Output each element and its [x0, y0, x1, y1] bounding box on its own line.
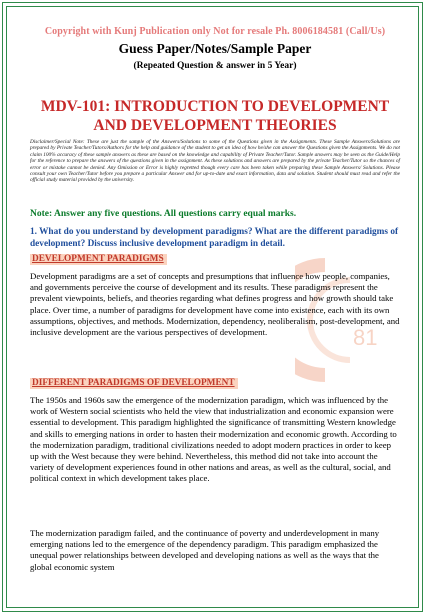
- section-heading-development-paradigms: DEVELOPMENT PARADIGMS: [30, 254, 167, 265]
- svg-text:81: 81: [353, 325, 378, 350]
- copyright-banner: Copyright with Kunj Publication only Not for resale Ph. 8006184581 (Call/Us): [44, 26, 386, 37]
- paragraph-dependency: The modernization paradigm failed, and the continuance of poverty and underdevelopment in many emerging nations led to the emergence of the dependency paradigm. This paradigm emphasized the unequal power relationships between developed and developing nations as well as the ways that the global economic system: [30, 528, 380, 572]
- section-heading-different-paradigms: DIFFERENT PARADIGMS OF DEVELOPMENT: [30, 378, 238, 389]
- paragraph-development-paradigms: Development paradigms are a set of concepts and presumptions that influence how people, companies, and governments perceive the course of development and its results. These paradigms represent the prevalent viewpoints, beliefs, and theories regarding what defines progress and how growth should take place. Over time, a number of paradigms for development have come into existence, each with its own assumptions, objectives, and methods. Modernization, dependency, neoliberalism, post-development, and inclusive development are the various perspectives of development.: [30, 271, 400, 338]
- exam-note: Note: Answer any five questions. All questions carry equal marks.: [30, 209, 297, 219]
- paragraph-modernization: The 1950s and 1960s saw the emergence of the modernization paradigm, which was influenced by the work of Western social scientists who held the view that industrialization and economic expansion were essential to development. This paradigm highlighted the significance of transmitting Western knowledge and skills to emerging nations in order to hasten their modernization and economic growth. According to the modernization paradigm, traditional civilizations needed to adopt modern practices in order to keep up with the West because they were behind. Nevertheless, this method did not take into account the variety of development experiences found in other nations and areas, as well as the cultural, social, and political context in which development takes place.: [30, 395, 397, 484]
- document-title: MDV-101: INTRODUCTION TO DEVELOPMENT AND DEVELOPMENT THEORIES: [40, 98, 390, 134]
- question-1: 1. What do you understand by development paradigms? What are the different paradigms of development? Discuss inclusive development paradigm in detail.: [30, 227, 399, 249]
- disclaimer-text: Disclaimer/Special Note: These are just the sample of the Answers/Solutions to some of the Questions given in the Assignments. These Sample Answers/Solutions are prepared by Private Teacher/Tutors/Authors for the help and guidance of the student to get an idea of how he/she can answer the Questions given the Assignments. We do not claim 100% accuracy of these sample answers as these are based on the knowledge and capability of Private Teacher/Tutor. Sample answers may be seen as the Guide/Help for the reference to prepare the answers of the questions given in the assignment. As these solutions and answers are prepared by the private Teacher/Tutor so the chances of error or mistake cannot be denied. Any Omission or Error is highly regretted though every care has been taken while preparing these Sample Answers/ Solutions. Please consult your own Teacher/Tutor before you prepare a particular Answer and for up-to-date and exact information, data and solution. Student should must read and refer the official study material provided by the university.: [30, 139, 400, 184]
- header-title: Guess Paper/Notes/Sample Paper: [118, 41, 312, 56]
- header-subtitle: (Repeated Question & answer in 5 Year): [133, 61, 297, 71]
